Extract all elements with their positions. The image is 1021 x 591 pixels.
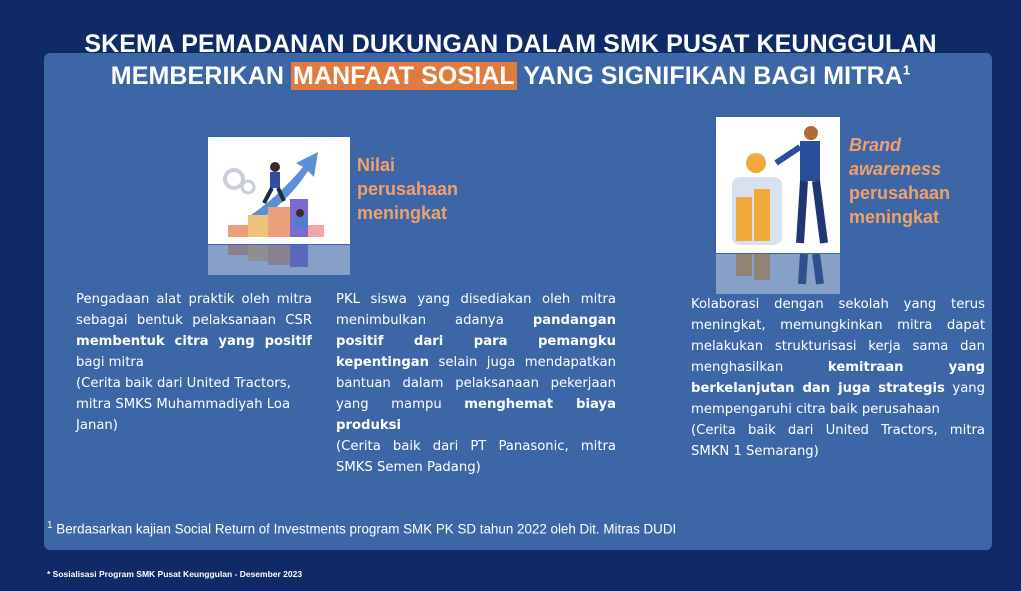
growth-illustration-svg <box>208 137 350 244</box>
column-3-bold: kemitraan yang berkelanjutan dan juga strategis <box>691 360 985 396</box>
column-1-text <box>76 289 312 436</box>
column-1-text-a: Pengadaan alat praktik oleh mitra sebagai bentuk pelaksanaan CSR <box>76 292 312 328</box>
column-3-text-a: Kolaborasi dengan sekolah yang terus meningkat, memungkinkan mitra dapat melakukan strukturisasi kerja sama dan menghasilkan <box>691 297 985 375</box>
benefit-right-caption-rest: perusahaan meningkat <box>849 183 951 227</box>
column-2-bold-a: pandangan positif dari para pemangku kepentingan <box>336 313 616 370</box>
bottom-note: * Sosialisasi Program SMK Pusat Keunggulan - Desember 2023 <box>47 569 303 579</box>
benefit-right-caption-italic: Brand awareness <box>849 135 942 179</box>
coin-jar-reflection-svg <box>716 254 840 294</box>
column-3-source: (Cerita baik dari United Tractors, mitra SMKN 1 Semarang) <box>691 423 985 459</box>
page-title <box>0 28 1021 92</box>
coin-jar-illustration-svg <box>716 117 840 253</box>
column-1-text-b: bagi mitra <box>76 355 144 370</box>
column-1-bold: membentuk citra yang positif <box>76 334 312 349</box>
column-3-text-b: yang mempengaruhi citra baik perusahaan <box>691 381 985 417</box>
column-1-main <box>76 289 312 373</box>
column-2-text <box>336 289 616 478</box>
growth-illustration-reflection <box>208 245 350 275</box>
title-line-1: SKEMA PEMADANAN DUKUNGAN DALAM SMK PUSAT KEUNGGULAN <box>84 30 937 58</box>
title-line-2-pre: MEMBERIKAN <box>110 62 292 90</box>
column-1-source: (Cerita baik dari United Tractors, mitra SMKS Muhammadiyah Loa Janan) <box>76 376 291 433</box>
coin-jar-illustration <box>716 117 840 253</box>
footnote-text: Berdasarkan kajian Social Return of Investments program SMK PK SD tahun 2022 oleh Dit. Mitras DUDI <box>52 521 677 537</box>
column-2-source: (Cerita baik dari PT Panasonic, mitra SMKS Semen Padang) <box>336 439 616 475</box>
growth-reflection-svg <box>208 245 350 275</box>
column-3-text <box>691 294 985 462</box>
column-3-main <box>691 294 985 420</box>
title-superscript: 1 <box>902 62 911 78</box>
column-2-text-a: PKL siswa yang disediakan oleh mitra menimbulkan adanya <box>336 292 616 328</box>
footnote <box>47 520 676 536</box>
column-2-text-b: selain juga mendapatkan bantuan dalam pelaksanaan pekerjaan yang mampu <box>336 355 616 412</box>
footnote-marker: 1 <box>47 520 53 531</box>
title-line-2-post: YANG SIGNIFIKAN BAGI MITRA <box>516 62 903 90</box>
benefit-left-caption-text: Nilai perusahaan meningkat <box>357 155 459 223</box>
growth-illustration <box>208 137 350 244</box>
benefit-right-caption <box>849 133 989 229</box>
title-line-2 <box>0 60 1021 92</box>
column-2-bold-b: menghemat biaya produksi <box>336 397 616 433</box>
title-highlight: MANFAAT SOSIAL <box>293 62 515 90</box>
column-2-main <box>336 289 616 436</box>
benefit-left-caption <box>357 153 497 225</box>
coin-jar-illustration-reflection <box>716 254 840 294</box>
